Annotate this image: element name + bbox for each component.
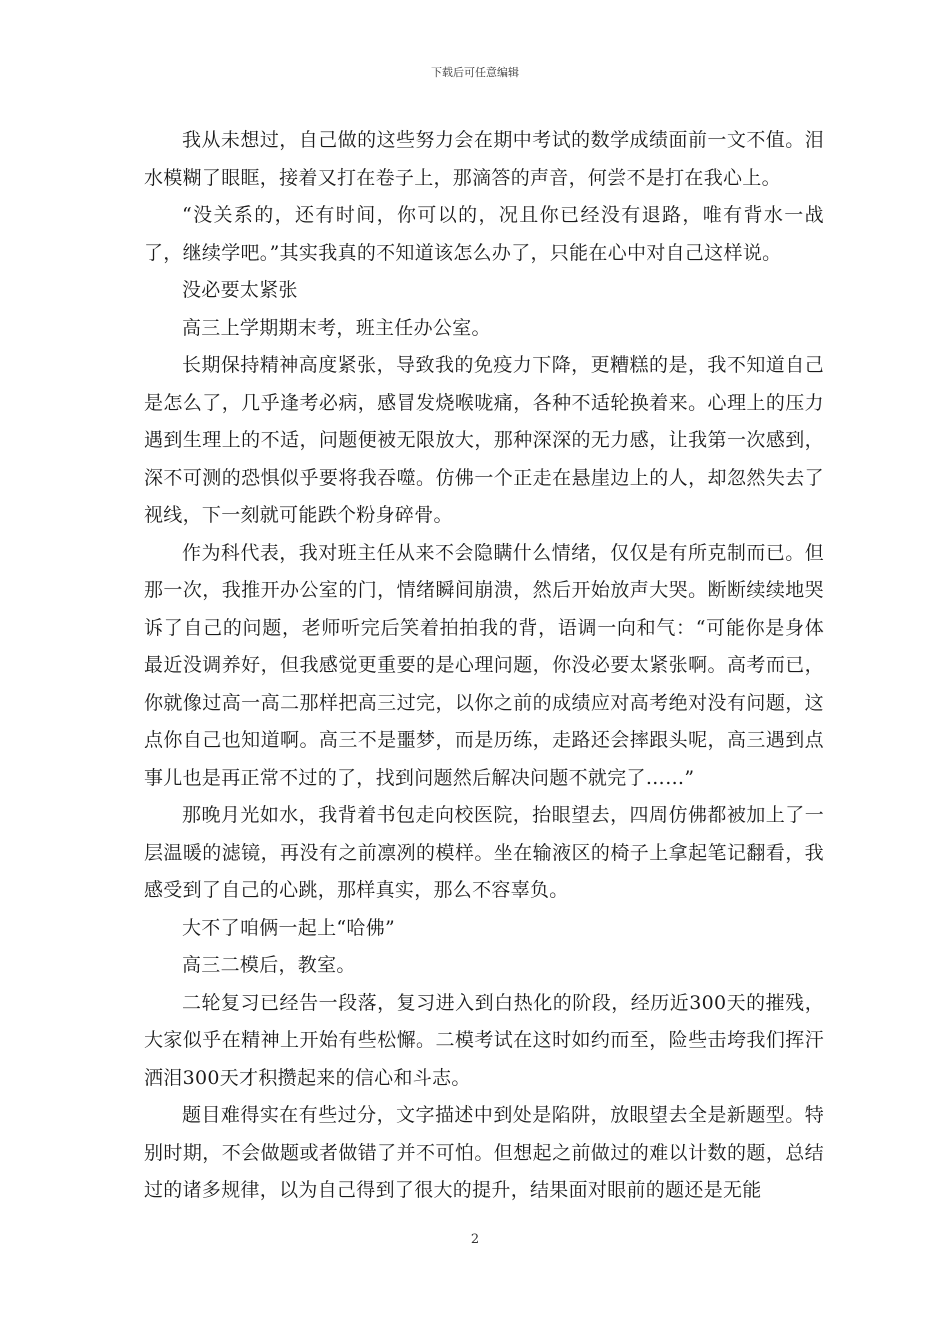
section-heading: 大不了咱俩一起上“哈佛”: [182, 916, 396, 939]
document-body: [144, 122, 824, 1210]
paragraph: 高三上学期期末考，班主任办公室。: [182, 316, 491, 339]
paragraph: 作为科代表，我对班主任从来不会隐瞒什么情绪，仅仅是有所克制而已。但那一次，我推开办公室的门，情绪瞬间崩溃，然后开始放声大哭。断断续续地哭诉了自己的问题，老师听完后笑着拍拍我的背，语调一向和气：“可能你是身体最近没调养好，但我感觉更重要的是心理问题，你没必要太紧张啊。高考而已，你就像过高一高二那样把高三过完，以你之前的成绩应对高考绝对没有问题，这点你自己也知道啊。高三不是噩梦，而是历练，走路还会摔跟头呢，高三遇到点事儿也是再正常不过的了，找到问题然后解决问题不就完了……”: [144, 541, 824, 789]
paragraph: 长期保持精神高度紧张，导致我的免疫力下降，更糟糕的是，我不知道自己是怎么了，几乎逢考必病，感冒发烧喉咙痛，各种不适轮换着来。心理上的压力遇到生理上的不适，问题便被无限放大，那种深深的无力感，让我第一次感到，深不可测的恐惧似乎要将我吞噬。仿佛一个正走在悬崖边上的人，却忽然失去了视线，下一刻就可能跌个粉身碎骨。: [144, 354, 824, 526]
paragraph: 那晚月光如水，我背着书包走向校医院，抬眼望去，四周仿佛都被加上了一层温暖的滤镜，再没有之前凛冽的模样。坐在输液区的椅子上拿起笔记翻看，我感受到了自己的心跳，那样真实，那么不容辜负。: [144, 804, 824, 901]
paragraph: 我从未想过，自己做的这些努力会在期中考试的数学成绩面前一文不值。泪水模糊了眼眶，接着又打在卷子上，那滴答的声音，何尝不是打在我心上。: [144, 129, 824, 189]
section-heading: 没必要太紧张: [182, 279, 298, 301]
page-number: 2: [470, 1232, 480, 1247]
paragraph: 二轮复习已经告一段落，复习进入到白热化的阶段，经历近300天的摧残，大家似乎在精神上开始有些松懈。二模考试在这时如约而至，险些击垮我们挥汗洒泪300天才积攒起来的信心和斗志。: [144, 991, 824, 1089]
paragraph: 高三二模后，教室。: [182, 954, 356, 976]
paragraph: “没关系的，还有时间，你可以的，况且你已经没有退路，唯有背水一战了，继续学吧。”其实我真的不知道该怎么办了，只能在心中对自己这样说。: [144, 204, 824, 264]
page-header-note: 下载后可任意编辑: [431, 66, 519, 79]
paragraph: 题目难得实在有些过分，文字描述中到处是陷阱，放眼望去全是新题型。特别时期，不会做题或者做错了并不可怕。但想起之前做过的难以计数的题，总结过的诸多规律，以为自己得到了很大的提升，结果面对眼前的题还是无能: [144, 1104, 824, 1201]
